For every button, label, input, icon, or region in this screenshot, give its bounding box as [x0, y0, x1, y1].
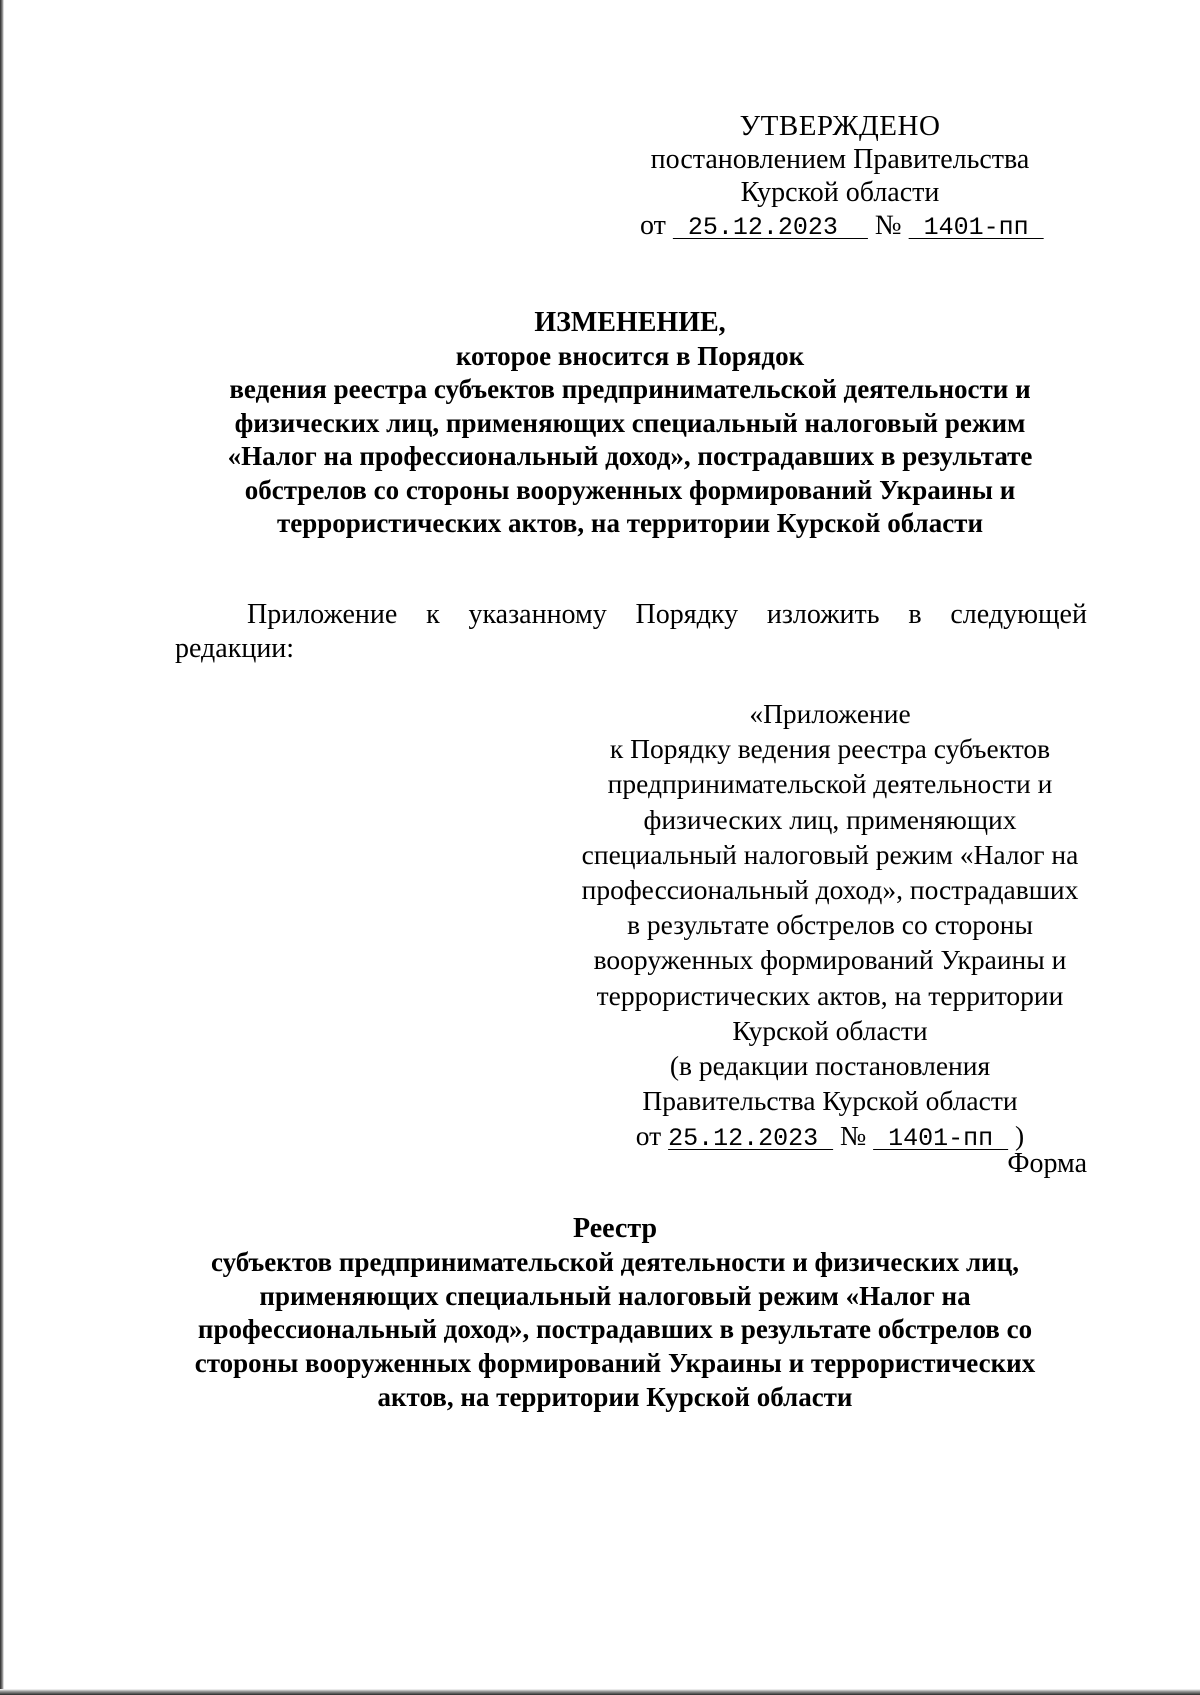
appendix-line: (в редакции постановления	[669, 1050, 991, 1082]
appendix-line: специальный налоговый режим «Налог на	[581, 838, 1079, 870]
approval-stamp-block	[640, 110, 1044, 244]
appendix-decree-date: 25.12.2023	[668, 1124, 834, 1154]
title-line: физических лиц, применяющих специальный налоговый режим	[234, 407, 1026, 438]
title-line: обстрелов со стороны вооруженных формирований Украины и	[244, 474, 1016, 505]
number-prefix: №	[874, 210, 902, 241]
appendix-header-block	[570, 696, 1090, 1157]
appendix-line: предпринимательской деятельности и	[607, 768, 1053, 800]
body-word: Порядку	[635, 599, 739, 630]
scan-edge-left	[0, 0, 4, 1695]
register-title	[140, 1212, 1090, 1415]
decree-number: 1401-пп	[908, 213, 1044, 242]
appendix-line: профессиональный доход», пострадавших	[581, 874, 1079, 906]
body-word: в	[908, 599, 922, 630]
body-paragraph-first-line	[175, 598, 1087, 632]
body-word: следующей	[950, 599, 1087, 630]
approval-date-number-line	[640, 209, 1044, 244]
appendix-line: в результате обстрелов со стороны	[627, 909, 1033, 941]
body-word: Приложение	[247, 599, 398, 630]
form-label: Форма	[1007, 1148, 1087, 1179]
body-paragraph	[175, 598, 1087, 666]
title-line: ведения реестра субъектов предпринимательской деятельности и	[229, 374, 1031, 404]
register-heading: Реестр	[572, 1213, 658, 1244]
title-line: террористических актов, на территории Курской области	[276, 508, 984, 538]
appendix-line: Правительства Курской области	[642, 1085, 1018, 1117]
scan-edge-bottom	[0, 1689, 1200, 1695]
appendix-line: террористических актов, на территории	[596, 979, 1064, 1011]
appendix-line: к Порядку ведения реестра субъектов	[609, 733, 1051, 765]
approved-label: УТВЕРЖДЕНО	[739, 110, 941, 142]
title-line: «Налог на профессиональный доход», пострадавших в результате	[227, 441, 1033, 471]
appendix-line: Курской области	[732, 1014, 928, 1046]
title-line: которое вносится в Порядок	[455, 340, 805, 371]
register-line: стороны вооруженных формирований Украины и террористических	[194, 1348, 1036, 1379]
appendix-line: вооруженных формирований Украины и	[593, 944, 1067, 976]
body-word: указанному	[468, 599, 607, 630]
decree-date: 25.12.2023	[672, 213, 868, 242]
date-prefix: от	[640, 210, 666, 241]
register-line: актов, на территории Курской области	[377, 1381, 853, 1412]
register-line: субъектов предпринимательской деятельности и физических лиц,	[210, 1246, 1020, 1277]
body-word: изложить	[766, 599, 880, 630]
register-line: применяющих специальный налоговый режим «Налог на	[259, 1280, 971, 1311]
approval-line-2: постановлением Правительства	[650, 144, 1030, 175]
document-title	[170, 306, 1090, 541]
appendix-line: «Приложение	[749, 698, 911, 729]
register-line: профессиональный доход», пострадавших в результате обстрелов со	[197, 1314, 1033, 1345]
approval-line-3: Курской области	[740, 177, 940, 208]
body-word: к	[426, 599, 440, 630]
appendix-number-prefix: №	[839, 1120, 867, 1152]
appendix-decree-number: 1401-пп	[873, 1124, 1009, 1154]
title-heading: ИЗМЕНЕНИЕ,	[534, 307, 726, 338]
body-paragraph-continuation: редакции:	[175, 633, 295, 664]
appendix-date-prefix: от	[635, 1120, 662, 1152]
appendix-closing-paren: )	[1015, 1120, 1025, 1152]
appendix-line: физических лиц, применяющих	[643, 803, 1017, 835]
